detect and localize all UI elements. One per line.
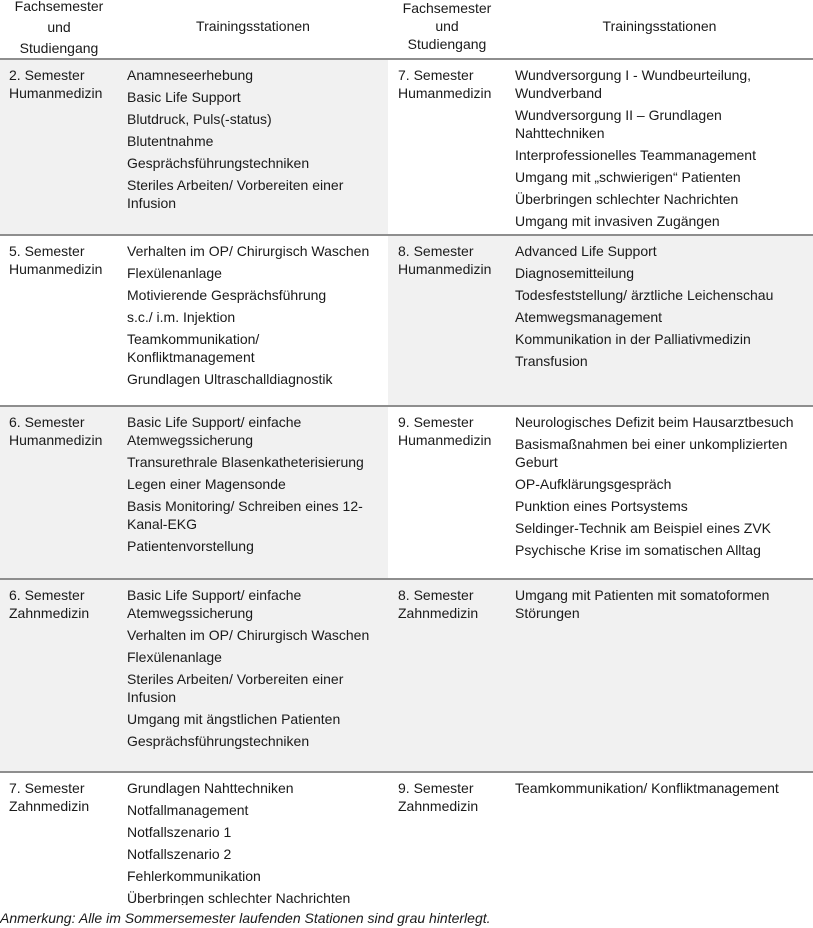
station-item: Grundlagen Nahttechniken: [127, 780, 294, 796]
semester-text: Humanmedizin: [9, 432, 103, 448]
station-item: Gesprächsführungstechniken: [127, 733, 310, 749]
semester-text: Humanmedizin: [9, 261, 103, 277]
station-item: Punktion eines Portsystems: [515, 498, 688, 514]
header-text: Studiengang: [19, 40, 99, 56]
semester-label: [398, 586, 508, 622]
semester-text: Zahnmedizin: [9, 605, 90, 621]
semester-text: Humanmedizin: [398, 432, 492, 448]
station-item: Patientenvorstellung: [127, 538, 254, 554]
header-stations-right: Trainingsstationen: [602, 18, 717, 34]
semester-label: [398, 66, 508, 102]
semester-text: 8. Semester: [398, 243, 474, 259]
table-cell-left: [0, 236, 388, 405]
semester-text: 7. Semester: [9, 780, 85, 796]
station-item: Basis Monitoring/ Schreiben eines 12-Kanal-EKG: [127, 498, 363, 532]
station-item: Notfallszenario 2: [127, 846, 232, 862]
semester-text: 7. Semester: [398, 67, 474, 83]
station-item: OP-Aufklärungsgespräch: [515, 476, 672, 492]
semester-text: 8. Semester: [398, 587, 474, 603]
station-item: Gesprächsführungstechniken: [127, 155, 310, 171]
row-divider: [0, 578, 813, 580]
station-list: [127, 586, 388, 754]
table-note: Anmerkung: Alle im Sommersemester laufenden Stationen sind grau hinterlegt.: [0, 910, 491, 926]
station-item: Basic Life Support: [127, 89, 241, 105]
table-cell-right: [388, 580, 813, 771]
station-item: Teamkommunikation/ Konfliktmanagement: [127, 331, 260, 365]
station-item: Advanced Life Support: [515, 243, 657, 259]
station-item: Basic Life Support/ einfache Atemwegssicherung: [127, 587, 302, 621]
header-text: Fachsemester: [402, 0, 492, 16]
semester-text: Zahnmedizin: [398, 605, 479, 621]
station-list: [515, 242, 805, 374]
station-item: Notfallmanagement: [127, 802, 249, 818]
semester-text: Zahnmedizin: [9, 798, 90, 814]
station-item: Transfusion: [515, 353, 588, 369]
table-cell-right: [388, 236, 813, 405]
station-list: [127, 779, 388, 905]
station-item: Seldinger-Technik am Beispiel eines ZVK: [515, 520, 772, 536]
station-item: Umgang mit „schwierigen“ Patienten: [515, 169, 741, 185]
station-item: Wundversorgung I - Wundbeurteilung, Wundverband: [515, 67, 752, 101]
semester-label: [9, 66, 119, 102]
header-text: und: [47, 19, 71, 35]
table-cell-right: [388, 407, 813, 578]
header-text: Fachsemester: [14, 0, 104, 14]
station-list: [515, 66, 805, 234]
station-item: Anamneseerhebung: [127, 67, 254, 83]
row-divider: [0, 58, 813, 60]
semester-label: [398, 413, 508, 449]
semester-label: [9, 586, 119, 622]
row-divider: [0, 234, 813, 236]
station-list: [127, 413, 388, 559]
semester-text: 6. Semester: [9, 587, 85, 603]
table-cell-left: [0, 773, 388, 905]
header-text: und: [435, 18, 459, 34]
station-item: Legen einer Magensonde: [127, 476, 286, 492]
semester-text: 9. Semester: [398, 414, 474, 430]
station-item: Interprofessionelles Teammanagement: [515, 147, 756, 163]
station-item: Todesfeststellung/ ärztliche Leichenschau: [515, 287, 774, 303]
station-item: Umgang mit Patienten mit somatoformen Störungen: [515, 587, 770, 621]
semester-text: Zahnmedizin: [398, 798, 479, 814]
table-header: [0, 0, 813, 57]
station-item: Steriles Arbeiten/ Vorbereiten einer Infusion: [127, 177, 344, 211]
station-list: [515, 586, 805, 626]
row-divider: [0, 771, 813, 773]
station-item: Blutdruck, Puls(-status): [127, 111, 272, 127]
station-item: Teamkommunikation/ Konfliktmanagement: [515, 780, 779, 796]
station-list: [515, 413, 805, 563]
row-divider: [0, 405, 813, 407]
station-item: s.c./ i.m. Injektion: [127, 309, 236, 325]
semester-text: 9. Semester: [398, 780, 474, 796]
station-item: Wundversorgung II – Grundlagen Nahttechniken: [515, 107, 722, 141]
semester-text: 6. Semester: [9, 414, 85, 430]
station-item: Umgang mit invasiven Zugängen: [515, 213, 720, 229]
station-item: Transurethrale Blasenkatheterisierung: [127, 454, 364, 470]
semester-label: [9, 242, 119, 278]
station-list: [127, 66, 388, 216]
table-cell-left: [0, 407, 388, 578]
semester-text: 2. Semester: [9, 67, 85, 83]
semester-text: Humanmedizin: [9, 85, 103, 101]
table-cell-left: [0, 60, 388, 234]
station-item: Notfallszenario 1: [127, 824, 232, 840]
header-semester-left: [0, 0, 118, 59]
station-item: Motivierende Gesprächsführung: [127, 287, 327, 303]
station-item: Kommunikation in der Palliativmedizin: [515, 331, 751, 347]
semester-label: [398, 779, 508, 815]
station-item: Flexülenanlage: [127, 265, 222, 281]
station-item: Umgang mit ängstlichen Patienten: [127, 711, 341, 727]
station-item: Steriles Arbeiten/ Vorbereiten einer Infusion: [127, 671, 344, 705]
station-item: Grundlagen Ultraschalldiagnostik: [127, 371, 333, 387]
semester-text: Humanmedizin: [398, 261, 492, 277]
station-list: [515, 779, 805, 801]
station-item: Überbringen schlechter Nachrichten: [127, 890, 351, 905]
station-item: Neurologisches Defizit beim Hausarztbesuch: [515, 414, 794, 430]
table-cell-left: [0, 580, 388, 771]
station-item: Überbringen schlechter Nachrichten: [515, 191, 739, 207]
station-list: [127, 242, 388, 392]
station-item: Diagnosemitteilung: [515, 265, 635, 281]
header-semester-right: [388, 0, 506, 53]
header-stations-left: Trainingsstationen: [196, 18, 310, 34]
semester-text: Humanmedizin: [398, 85, 492, 101]
table-cell-right: [388, 773, 813, 905]
semester-label: [398, 242, 508, 278]
station-item: Fehlerkommunikation: [127, 868, 261, 884]
semester-label: [9, 413, 119, 449]
station-item: Verhalten im OP/ Chirurgisch Waschen: [127, 243, 370, 259]
station-item: Psychische Krise im somatischen Alltag: [515, 542, 761, 558]
station-item: Basismaßnahmen bei einer unkomplizierten Geburt: [515, 436, 788, 470]
station-item: Verhalten im OP/ Chirurgisch Waschen: [127, 627, 370, 643]
semester-label: [9, 779, 119, 815]
station-item: Flexülenanlage: [127, 649, 222, 665]
semester-text: 5. Semester: [9, 243, 85, 259]
station-item: Blutentnahme: [127, 133, 214, 149]
table-cell-right: [388, 60, 813, 234]
station-item: Atemwegsmanagement: [515, 309, 663, 325]
station-item: Basic Life Support/ einfache Atemwegssicherung: [127, 414, 302, 448]
header-text: Studiengang: [407, 36, 487, 52]
